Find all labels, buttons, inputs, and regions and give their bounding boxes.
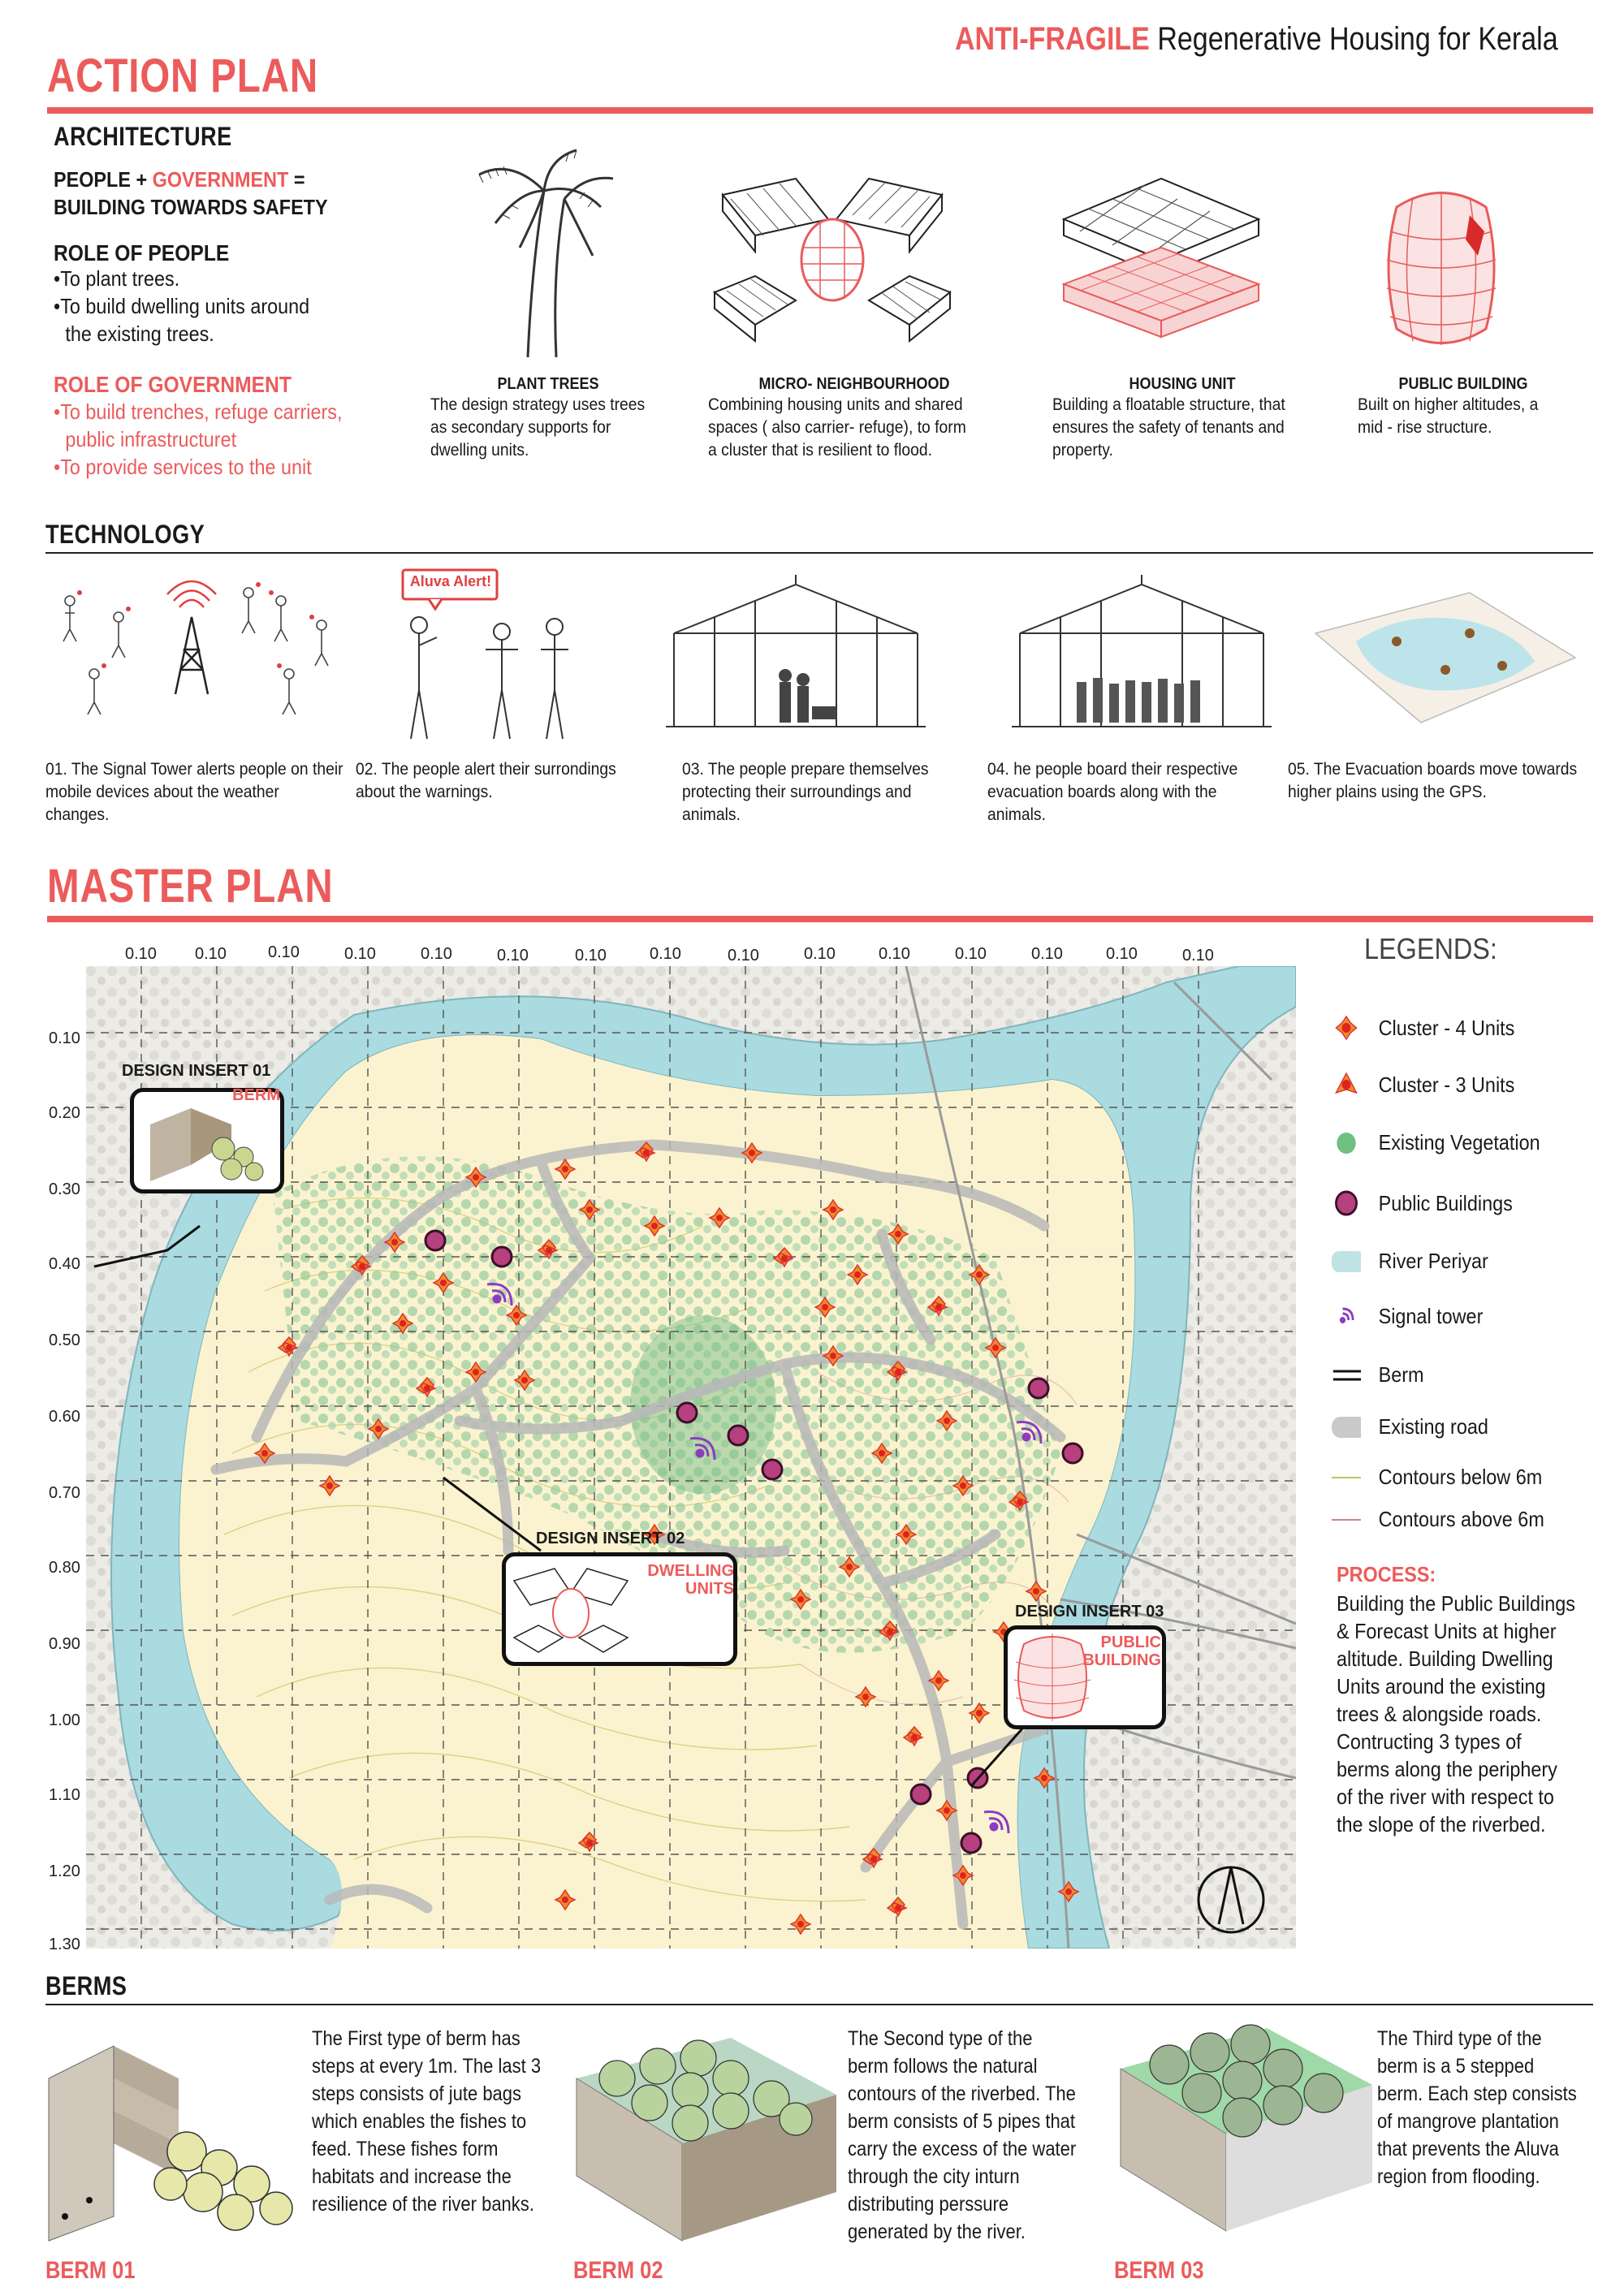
design-insert-1-label: BERM — [232, 1086, 280, 1104]
cluster-4-icon — [1332, 1013, 1361, 1042]
equation-equals: = — [293, 167, 305, 192]
action-plan-rule — [47, 107, 1593, 114]
role-government-list — [54, 398, 342, 481]
card-title: PUBLIC BUILDING — [1398, 375, 1528, 393]
berm-02-label: BERM 02 — [573, 2257, 663, 2284]
signal-tower-icon — [1332, 1302, 1361, 1330]
design-insert-3-label: PUBLIC BUILDING — [1082, 1634, 1161, 1669]
grid-tick-top: 0.10 — [421, 945, 452, 963]
role-people-item: •To build dwelling units around — [54, 294, 310, 318]
berm-03-illustration — [1112, 2020, 1380, 2247]
micro-neighbourhood-illustration — [706, 170, 958, 349]
design-insert-2-title: DESIGN INSERT 02 — [536, 1530, 685, 1547]
role-people-heading: ROLE OF PEOPLE — [54, 240, 230, 265]
card-title: MICRO- NEIGHBOURHOOD — [758, 375, 950, 393]
equation-government: GOVERNMENT — [152, 167, 289, 192]
grid-tick-top: 0.10 — [804, 945, 836, 963]
grid-tick-top: 0.10 — [955, 945, 987, 963]
role-government-item: •To build trenches, refuge carriers, — [54, 399, 343, 424]
people-alerting-scene — [396, 568, 599, 747]
role-government-item: public infrastructuret — [65, 427, 237, 451]
legend-item: Existing Vegetation — [1332, 1130, 1540, 1155]
public-building-icon — [1332, 1189, 1361, 1218]
grid-tick-top: 0.10 — [1031, 945, 1063, 963]
dwelling-thumbnail — [506, 1556, 636, 1662]
grid-tick-top: 0.10 — [195, 945, 227, 963]
grid-tick-side: 1.30 — [49, 1936, 80, 1953]
legend-title: LEGENDS: — [1364, 932, 1497, 965]
role-people-item: •To plant trees. — [54, 266, 180, 291]
technology-heading: TECHNOLOGY — [45, 520, 205, 549]
berm-icon — [1332, 1369, 1361, 1382]
legend-item: Public Buildings — [1332, 1189, 1513, 1218]
equation-people: PEOPLE — [54, 167, 131, 192]
tech-step-3: 03. The people prepare themselves protecting their surroundings and animals. — [682, 760, 929, 824]
master-plan-title: MASTER PLAN — [47, 860, 334, 913]
tech-step-4: 04. he people board their respective evacuation boards along with the animals. — [987, 760, 1238, 824]
berm-03-text: The Third type of the berm is a 5 stepped berm. Each step consists of mangrove plantation that prevents the Aluva region from flooding. — [1377, 2027, 1577, 2188]
card-plant-trees — [430, 375, 666, 462]
project-header — [955, 21, 1558, 58]
legend-item: Contours above 6m — [1332, 1507, 1544, 1532]
road-icon — [1332, 1417, 1361, 1438]
card-public-building — [1358, 375, 1569, 439]
berms-rule — [45, 2004, 1593, 2005]
card-housing-unit — [1052, 375, 1312, 462]
tech-step-2: 02. The people alert their surrondings about the warnings. — [356, 760, 616, 801]
contour-low-icon — [1332, 1475, 1361, 1480]
grid-tick-top: 0.10 — [268, 943, 300, 961]
evacuation-board-scene — [1307, 585, 1583, 739]
grid-tick-side: 0.50 — [49, 1331, 80, 1349]
equation-result: BUILDING TOWARDS SAFETY — [54, 195, 328, 219]
design-insert-3-title: DESIGN INSERT 03 — [1015, 1603, 1164, 1621]
legend-item: Berm — [1332, 1362, 1424, 1388]
equation-plus: + — [136, 167, 148, 192]
grid-tick-side: 0.70 — [49, 1484, 80, 1502]
project-subtitle: Regenerative Housing for Kerala — [1157, 21, 1558, 57]
tech-step-5: 05. The Evacuation boards move towards higher plains using the GPS. — [1288, 760, 1578, 801]
legend-item: Contours below 6m — [1332, 1465, 1542, 1490]
berms-heading: BERMS — [45, 1971, 127, 2000]
project-brand: ANTI-FRAGILE — [955, 21, 1150, 57]
grid-tick-top: 0.10 — [497, 947, 529, 965]
grid-tick-side: 1.00 — [49, 1711, 80, 1729]
grid-tick-top: 0.10 — [1182, 947, 1214, 965]
grid-tick-top: 0.10 — [125, 945, 157, 963]
grid-tick-side: 1.10 — [49, 1786, 80, 1804]
palm-tree-illustration — [471, 142, 617, 361]
housing-unit-illustration — [1056, 170, 1267, 349]
berm-thumbnail — [134, 1092, 280, 1189]
grid-tick-side: 0.60 — [49, 1408, 80, 1426]
grid-tick-side: 0.10 — [49, 1029, 80, 1047]
action-plan-title: ACTION PLAN — [47, 50, 319, 102]
design-insert-2-label: DWELLING UNITS — [647, 1562, 734, 1598]
master-plan-rule — [47, 916, 1593, 922]
card-text: Built on higher altitudes, a mid - rise structure. — [1358, 395, 1539, 437]
card-text: The design strategy uses trees as secondary supports for dwelling units. — [430, 395, 646, 460]
process-heading: PROCESS: — [1337, 1562, 1436, 1586]
prepare-scene — [658, 568, 934, 739]
card-text: Building a floatable structure, that ensures the safety of tenants and property. — [1052, 395, 1285, 460]
alert-bubble-text: Aluva Alert! — [409, 573, 492, 589]
berm-02-text: The Second type of the berm follows the natural contours of the riverbed. The berm consists of 5 pipes that carry the excess of the water through the city inturn distributing perssure generated by the river. — [848, 2027, 1077, 2243]
grid-tick-top: 0.10 — [650, 945, 681, 963]
legend-item: Cluster - 4 Units — [1332, 1013, 1514, 1042]
role-people-list — [54, 265, 309, 347]
card-title: HOUSING UNIT — [1129, 375, 1236, 393]
card-title: PLANT TREES — [497, 375, 599, 393]
role-government-item: •To provide services to the unit — [54, 455, 312, 479]
tech-step-1: 01. The Signal Tower alerts people on their mobile devices about the weather changes. — [45, 760, 343, 824]
grid-tick-side: 0.30 — [49, 1180, 80, 1198]
grid-tick-side: 0.80 — [49, 1559, 80, 1577]
role-government-heading: ROLE OF GOVERNMENT — [54, 372, 292, 397]
grid-tick-top: 0.10 — [344, 945, 376, 963]
card-text: Combining housing units and shared spaces ( also carrier- refuge), to form a cluster that is resilient to flood. — [708, 395, 966, 460]
vegetation-icon — [1332, 1131, 1361, 1155]
boarding-scene — [1004, 568, 1280, 739]
signal-tower-scene — [45, 568, 346, 739]
grid-tick-side: 0.20 — [49, 1104, 80, 1122]
legend-item: Signal tower — [1332, 1302, 1483, 1330]
technology-rule — [45, 552, 1593, 554]
grid-tick-side: 1.20 — [49, 1862, 80, 1880]
grid-tick-top: 0.10 — [575, 947, 607, 965]
card-micro-neighbourhood — [708, 375, 1000, 462]
contour-high-icon — [1332, 1517, 1361, 1522]
grid-tick-top: 0.10 — [879, 945, 910, 963]
cluster-3-icon — [1332, 1070, 1361, 1099]
legend-item: River Periyar — [1332, 1249, 1488, 1274]
legend-item: Cluster - 3 Units — [1332, 1070, 1514, 1099]
berm-01-illustration — [41, 2022, 309, 2249]
river-icon — [1332, 1251, 1361, 1272]
grid-tick-side: 0.90 — [49, 1635, 80, 1653]
berm-01-label: BERM 01 — [45, 2257, 136, 2284]
design-insert-1-title: DESIGN INSERT 01 — [122, 1062, 271, 1080]
role-people-item: the existing trees. — [65, 322, 214, 346]
public-building-illustration — [1380, 183, 1502, 353]
berm-01-text: The First type of berm has steps at every 1m. The last 3 steps consists of jute bags which enables the fishes to feed. These fishes form habitats and increase the resilience of the river banks. — [312, 2027, 542, 2216]
legend-item: Existing road — [1332, 1414, 1488, 1439]
equation — [54, 166, 328, 221]
process-text: Building the Public Buildings & Forecast Units at higher altitude. Building Dwelling Units around the existing trees & alongside roads. Contructing 3 types of berms along the periphery of the river with respect to the slope of the riverbed. — [1337, 1591, 1575, 1836]
berm-02-illustration — [568, 2030, 844, 2249]
berm-03-label: BERM 03 — [1114, 2257, 1204, 2284]
grid-tick-top: 0.10 — [1106, 945, 1138, 963]
grid-tick-top: 0.10 — [728, 947, 759, 965]
grid-tick-side: 0.40 — [49, 1255, 80, 1273]
architecture-heading: ARCHITECTURE — [54, 122, 232, 151]
